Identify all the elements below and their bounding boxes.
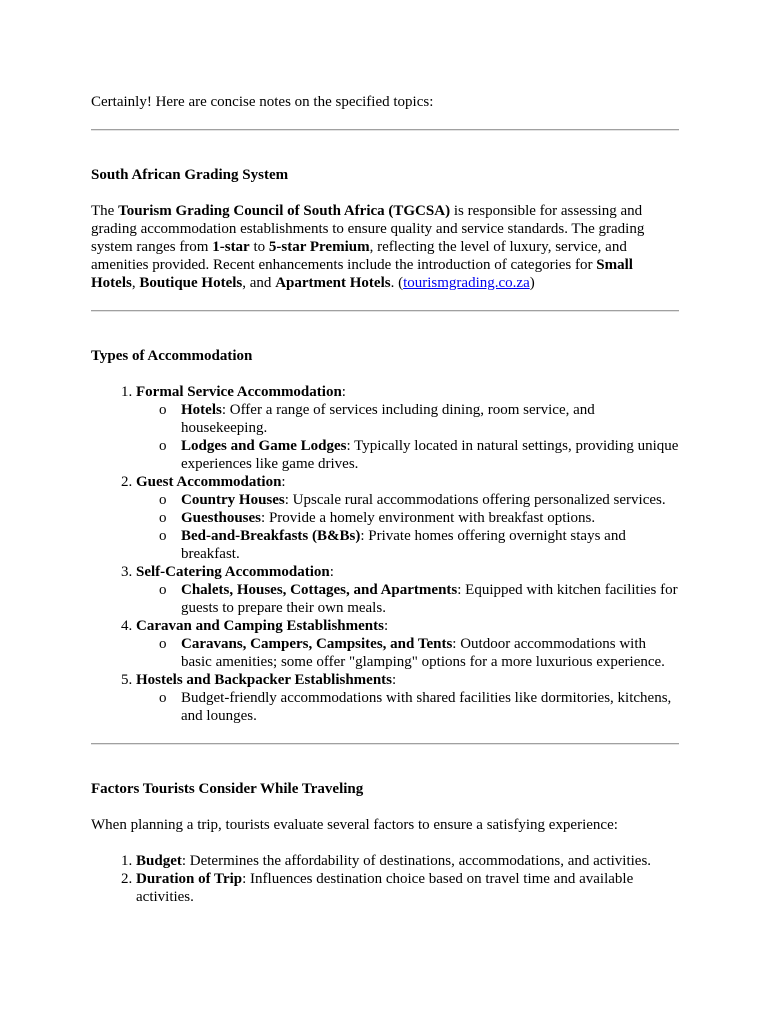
factors-intro: When planning a trip, tourists evaluate several factors to ensure a satisfying experience: bbox=[91, 817, 618, 833]
sub-list-item bbox=[181, 527, 679, 563]
list-item bbox=[136, 870, 679, 906]
grading-text: to bbox=[249, 239, 269, 255]
grading-bold-small-hotels: Small Hotels bbox=[91, 257, 633, 291]
grading-text: ) bbox=[529, 275, 535, 291]
list-item: 4. Caravan and Camping Establishments: o Caravans, Campers, Campsites, and Tents: Outdoor accommodations with basic amenities; some offer "glamping" options for a more luxurious experience. bbox=[136, 617, 679, 671]
sub-item-label: Guesthouses bbox=[181, 510, 262, 526]
list-item bbox=[136, 852, 679, 870]
sub-item-label: Caravans, Campers, Campsites, and Tents bbox=[181, 636, 453, 652]
divider bbox=[91, 129, 679, 131]
divider bbox=[91, 743, 679, 745]
factors-section bbox=[91, 780, 679, 906]
sub-list-item bbox=[181, 635, 679, 671]
accommodation-section bbox=[91, 347, 679, 725]
sub-item-label: Country Houses bbox=[181, 492, 285, 508]
sub-item-label: Chalets, Houses, Cottages, and Apartments bbox=[181, 582, 458, 598]
grading-text: The bbox=[91, 203, 119, 219]
tourismgrading-link[interactable]: tourismgrading.co.za bbox=[403, 275, 530, 291]
list-item-label: Duration of Trip bbox=[136, 871, 243, 887]
list-item-label: Hostels and Backpacker Establishments bbox=[136, 672, 393, 688]
list-item-label: Self-Catering Accommodation bbox=[136, 564, 330, 580]
grading-text: is responsible for assessing and grading accommodation establishments to ensure quality and service standards. The grading system ranges from bbox=[91, 203, 645, 255]
document-content bbox=[91, 93, 679, 924]
sub-item-text: : Provide a homely environment with breakfast options. bbox=[261, 510, 596, 526]
factors-heading: Factors Tourists Consider While Traveling bbox=[91, 781, 364, 797]
sub-item-text: : Outdoor accommodations with basic amenities; some offer "glamping" options for a more luxurious experience. bbox=[181, 636, 665, 670]
sub-list bbox=[136, 689, 679, 725]
grading-bold-tgcsa: Tourism Grading Council of South Africa (TGCSA) bbox=[118, 203, 451, 219]
grading-section bbox=[91, 166, 679, 292]
sub-list-item bbox=[181, 491, 679, 509]
sub-list bbox=[136, 635, 679, 671]
sub-item-label: Hotels bbox=[181, 402, 222, 418]
grading-bold-5star: 5-star Premium bbox=[268, 239, 370, 255]
grading-text: , reflecting the level of luxury, service, and amenities provided. Recent enhancements include the introduction of categories for bbox=[91, 239, 627, 273]
divider bbox=[91, 310, 679, 312]
accommodation-heading: Types of Accommodation bbox=[91, 348, 253, 364]
list-item: 2. Guest Accommodation: o Country Houses: Upscale rural accommodations offering personalized services. o Guesthouses: Provide a homely environment with breakfast options. o Bed-and-Breakfasts (B&Bs): Private homes offering overnight stays and breakfast. bbox=[136, 473, 679, 563]
grading-text: , bbox=[131, 275, 140, 291]
accommodation-list bbox=[91, 383, 679, 725]
sub-item-text: Budget-friendly accommodations with shared facilities like dormitories, kitchens, and lounges. bbox=[181, 690, 672, 724]
list-item-label: Guest Accommodation bbox=[136, 474, 282, 490]
sub-item-text: : Typically located in natural settings, providing unique experiences like game drives. bbox=[181, 438, 679, 472]
list-item: 3. Self-Catering Accommodation: o Chalets, Houses, Cottages, and Apartments: Equipped with kitchen facilities for guests to prepare their own meals. bbox=[136, 563, 679, 617]
sub-item-text: : Upscale rural accommodations offering personalized services. bbox=[284, 492, 666, 508]
sub-item-text: : Equipped with kitchen facilities for guests to prepare their own meals. bbox=[181, 582, 678, 616]
sub-list-item bbox=[181, 581, 679, 617]
sub-list-item bbox=[181, 401, 679, 437]
grading-heading: South African Grading System bbox=[91, 167, 289, 183]
sub-item-label: Lodges and Game Lodges bbox=[181, 438, 347, 454]
grading-bold-boutique-hotels: Boutique Hotels bbox=[139, 275, 243, 291]
sub-item-text: : Private homes offering overnight stays and breakfast. bbox=[181, 528, 626, 562]
sub-list bbox=[136, 581, 679, 617]
list-item: 1. Formal Service Accommodation: o Hotels: Offer a range of services including dining, room service, and housekeeping. o Lodges and Game Lodges: Typically located in natural settings, providing unique experiences like game drives. bbox=[136, 383, 679, 473]
sub-item-label: Bed-and-Breakfasts (B&Bs) bbox=[181, 528, 361, 544]
sub-list-item bbox=[181, 689, 679, 725]
list-item-label: Formal Service Accommodation bbox=[136, 384, 342, 400]
grading-bold-apartment-hotels: Apartment Hotels bbox=[275, 275, 391, 291]
sub-list-item bbox=[181, 509, 679, 527]
grading-bold-1star: 1-star bbox=[212, 239, 250, 255]
grading-text: . ( bbox=[390, 275, 404, 291]
grading-paragraph bbox=[91, 202, 679, 292]
list-item-text: : Determines the affordability of destinations, accommodations, and activities. bbox=[181, 853, 652, 869]
list-item-text: : Influences destination choice based on travel time and available activities. bbox=[136, 871, 634, 905]
sub-list bbox=[136, 491, 679, 563]
sub-list bbox=[136, 401, 679, 473]
list-item-label: Caravan and Camping Establishments bbox=[136, 618, 384, 634]
intro-text: Certainly! Here are concise notes on the specified topics: bbox=[91, 94, 434, 110]
list-item-label: Budget bbox=[136, 853, 182, 869]
sub-item-text: : Offer a range of services including dining, room service, and housekeeping. bbox=[181, 402, 595, 436]
list-item: 5. Hostels and Backpacker Establishments: o Budget-friendly accommodations with shared facilities like dormitories, kitchens, and lounges. bbox=[136, 671, 679, 725]
sub-list-item bbox=[181, 437, 679, 473]
factors-list bbox=[91, 852, 679, 906]
grading-text: , and bbox=[242, 275, 276, 291]
